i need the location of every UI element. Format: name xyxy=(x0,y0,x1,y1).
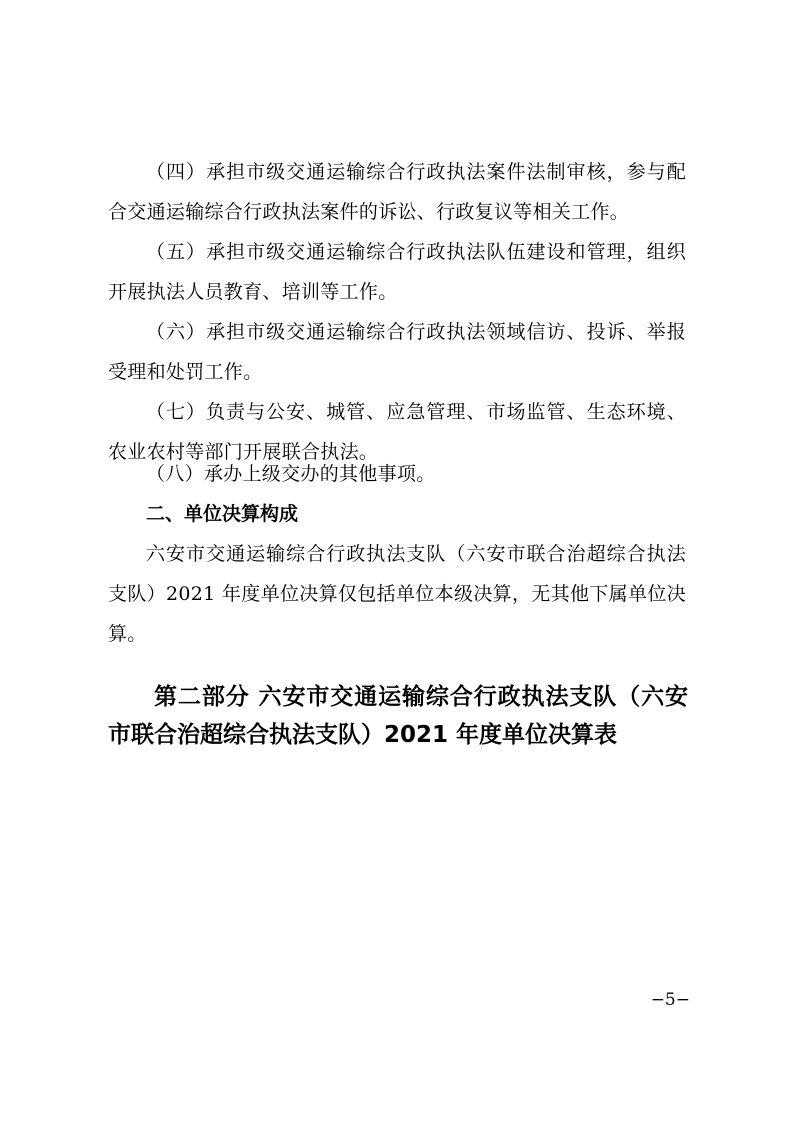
paragraph-duty-6: （六）承担市级交通运输综合行政执法领域信访、投诉、举报受理和处罚工作。 xyxy=(108,321,686,383)
paragraph-duty-4: （四）承担市级交通运输综合行政执法案件法制审核，参与配合交通运输综合行政执法案件的诉讼、行政复议等相关工作。 xyxy=(108,161,686,223)
part-title: 第二部分 六安市交通运输综合行政执法支队（六安市联合治超综合执法支队）2021 年度单位决算表 xyxy=(108,684,688,748)
paragraph-duty-5: （五）承担市级交通运输综合行政执法队伍建设和管理，组织开展执法人员教育、培训等工作。 xyxy=(108,241,686,303)
paragraph-duty-8: （八）承办上级交办的其他事项。 xyxy=(146,463,436,485)
section-heading: 二、单位决算构成 xyxy=(146,503,299,525)
paragraph-duty-7: （七）负责与公安、城管、应急管理、市场监管、生态环境、农业农村等部门开展联合执法。 xyxy=(108,401,686,463)
section-body: 六安市交通运输综合行政执法支队（六安市联合治超综合执法支队）2021 年度单位决算仅包括单位本级决算，无其他下属单位决算。 xyxy=(108,543,686,645)
page-number: −5− xyxy=(650,990,690,1010)
